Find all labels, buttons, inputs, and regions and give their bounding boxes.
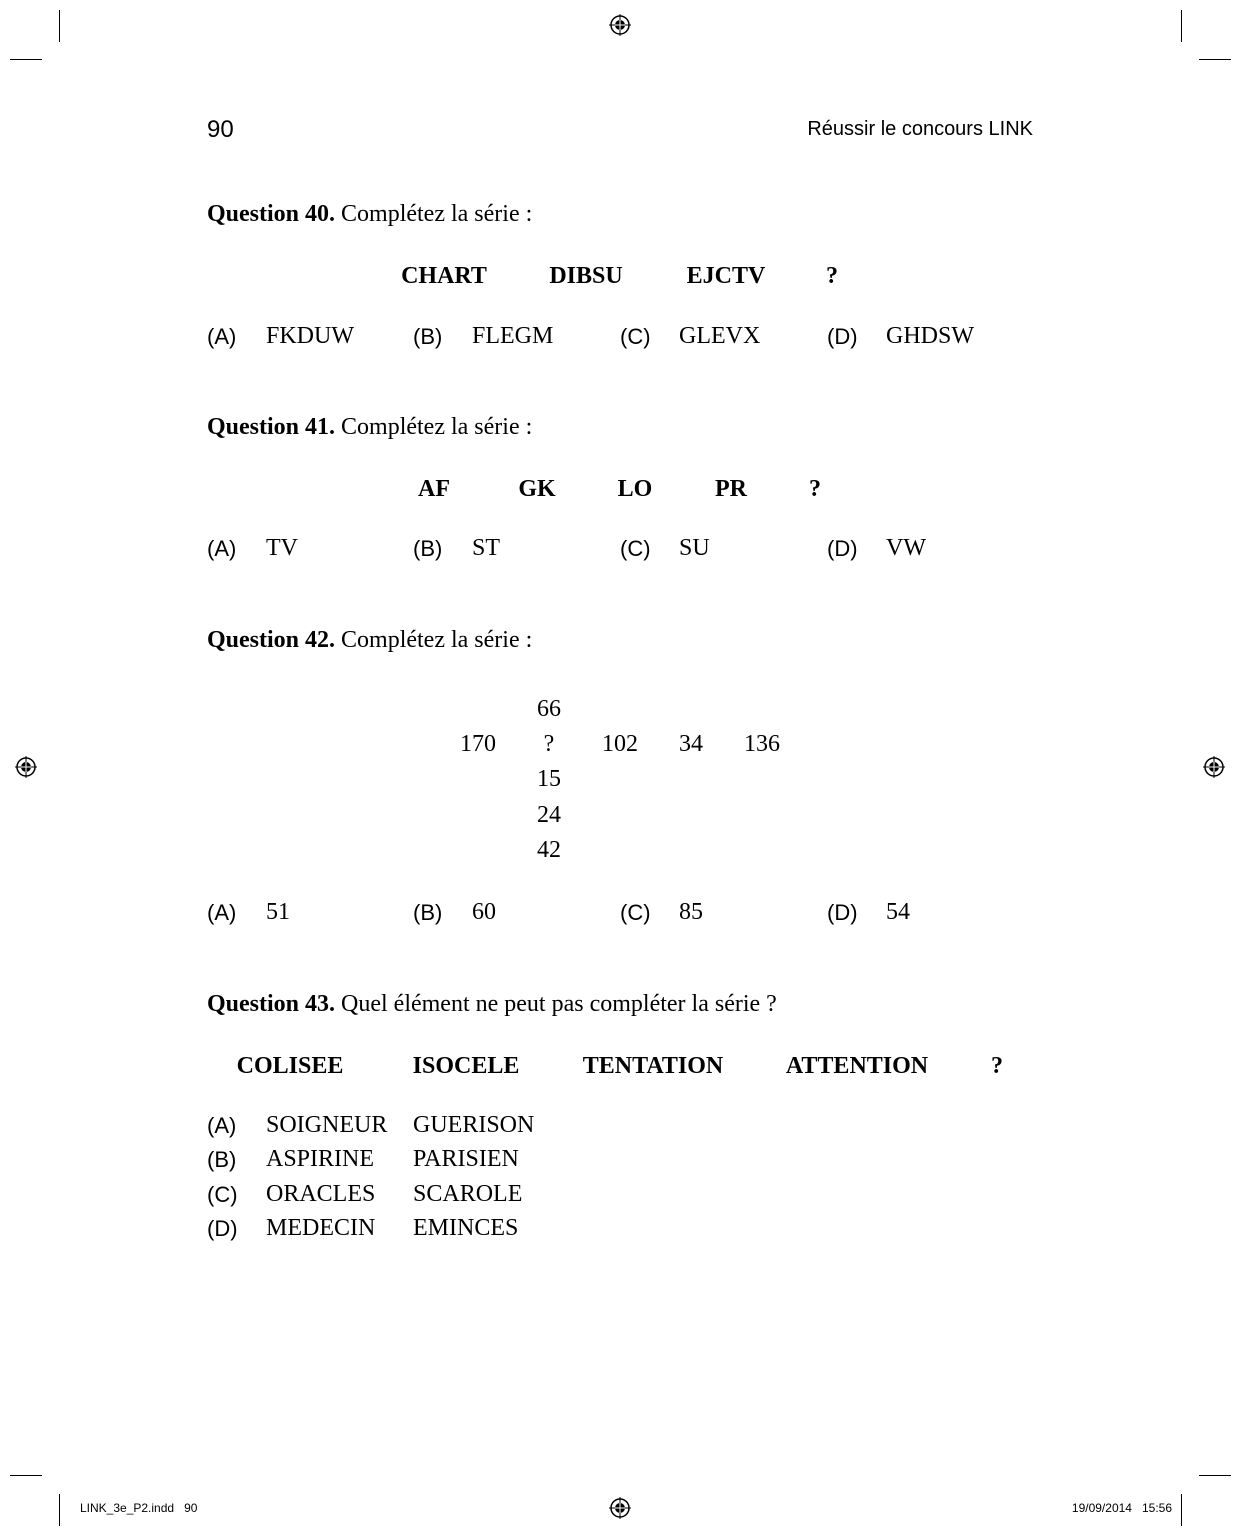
question-prompt: Complétez la série : [341,414,533,440]
option-value: 60 [472,899,496,925]
date-slug: 19/09/2014 15:56 [1071,1501,1172,1515]
series-item: COLISEE [236,1053,344,1079]
option-letter: (C) [620,324,651,349]
option-letter: (C) [620,536,651,561]
series-item: DIBSU [549,263,623,289]
question-number: Question 42. [207,627,336,653]
question-prompt: Quel élément ne peut pas compléter la série ? [341,991,777,1017]
file-slug: LINK_3e_P2.indd 90 [80,1501,198,1515]
cross-number: 42 [537,837,561,863]
series-item: ? [991,1053,1003,1079]
option-value: SU [679,535,710,561]
option-word: EMINCES [413,1215,519,1241]
page-number: 90 [207,116,234,143]
registration-mark-icon [609,1497,631,1519]
crop-mark [10,59,42,60]
cross-number: 24 [537,802,561,828]
series-item: PR [715,476,747,502]
cross-number: 136 [744,731,780,757]
series-item: ? [809,476,821,502]
option-value: GHDSW [886,323,974,349]
cross-number: 66 [537,696,561,722]
option-value: 54 [886,899,910,925]
option-letter: (B) [413,900,443,925]
series-item: GK [518,476,556,502]
option-letter: (A) [207,324,237,349]
series-item: TENTATION [582,1053,724,1079]
series-item: LO [617,476,653,502]
cross-number: 34 [679,731,703,757]
crop-mark [59,10,60,42]
option-letter: (B) [413,324,443,349]
option-value: GLEVX [679,323,761,349]
option-value: VW [886,535,926,561]
question-prompt: Complétez la série : [341,627,533,653]
option-letter: (C) [207,1182,238,1207]
question-43-heading [207,991,777,1018]
question-prompt: Complétez la série : [341,201,533,227]
option-letter: (B) [413,536,443,561]
option-letter: (D) [827,536,858,561]
option-value: FKDUW [266,323,354,349]
option-word: GUERISON [413,1112,535,1138]
cross-number: 102 [602,731,638,757]
option-value: TV [266,535,298,561]
question-41-heading [207,414,532,441]
option-letter: (A) [207,1113,237,1138]
series-item: ISOCELE [412,1053,520,1079]
option-word: SOIGNEUR [266,1112,388,1138]
question-number: Question 40. [207,201,336,227]
crop-mark [1181,10,1182,42]
option-letter: (A) [207,536,237,561]
crop-mark [1199,59,1231,60]
question-40-heading [207,201,532,228]
registration-mark-icon [15,756,37,778]
option-value: FLEGM [472,323,554,349]
cross-number: ? [543,731,555,757]
crop-mark [10,1475,42,1476]
option-word: SCAROLE [413,1181,523,1207]
option-letter: (D) [827,900,858,925]
crop-mark [1181,1494,1182,1526]
cross-number: 15 [537,766,561,792]
series-item: CHART [401,263,487,289]
crop-mark [1199,1475,1231,1476]
option-letter: (D) [827,324,858,349]
option-letter: (C) [620,900,651,925]
running-title: Réussir le concours LINK [807,118,1033,140]
series-item: EJCTV [686,263,766,289]
registration-mark-icon [609,14,631,36]
option-word: ORACLES [266,1181,376,1207]
question-number: Question 43. [207,991,336,1017]
option-value: 51 [266,899,290,925]
option-letter: (A) [207,900,237,925]
option-letter: (B) [207,1147,237,1172]
question-42-heading [207,627,532,654]
option-word: MEDECIN [266,1215,376,1241]
series-item: AF [418,476,450,502]
option-letter: (D) [207,1216,238,1241]
crop-mark [59,1494,60,1526]
option-value: ST [472,535,501,561]
question-number: Question 41. [207,414,336,440]
registration-mark-icon [1203,756,1225,778]
option-word: PARISIEN [413,1146,519,1172]
cross-number: 170 [460,731,496,757]
option-word: ASPIRINE [266,1146,375,1172]
series-item: ? [826,263,838,289]
series-item: ATTENTION [785,1053,929,1079]
option-value: 85 [679,899,703,925]
